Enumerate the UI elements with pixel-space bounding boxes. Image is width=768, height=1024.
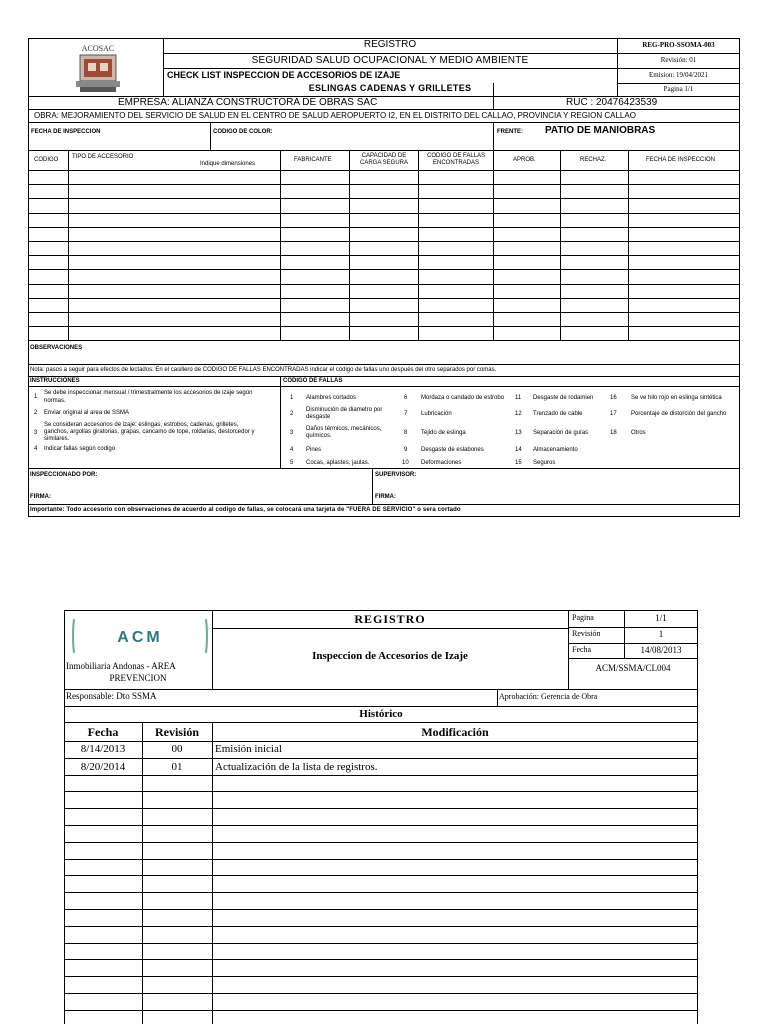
falla-text: químicos. (306, 433, 332, 439)
falla-text: Lubricación (421, 411, 452, 417)
col-revision-header: Revisión (154, 725, 199, 739)
falla-text: Alambres cortados (306, 395, 357, 401)
col-dimensiones: Indique dimensiones (200, 161, 256, 167)
instruccion-text: Indicar fallas según codigo (44, 446, 116, 452)
falla-number: 6 (404, 395, 408, 401)
fallas-label: CODIGO DE FALLAS (283, 378, 343, 384)
col-rechaz: RECHAZ. (580, 157, 607, 163)
observaciones-label: OBSERVACIONES (30, 345, 83, 351)
falla-number: 9 (404, 447, 408, 453)
nota-text: Nota: pasos a seguir para efectos de lectados. En el casillero de CODIGO DE FALLAS ENCONTRADAS indicar el código de fallas uno después del otro separados por comas. (30, 367, 497, 373)
falla-text: Desgaste de rodamien (533, 395, 594, 401)
history-row-revision: 00 (171, 743, 183, 755)
falla-text: Cocas, aplastes, jaulas. (306, 460, 370, 466)
revision-value: 1 (658, 629, 664, 639)
falla-number: 18 (610, 430, 617, 436)
falla-text: Tejido de eslinga (421, 430, 466, 436)
table-row-divider (28, 269, 740, 270)
falla-text: desgaste (306, 414, 331, 420)
col-codigo: CODIGO (34, 157, 59, 163)
falla-number: 11 (515, 395, 522, 401)
table-row-divider (28, 298, 740, 299)
instruccion-number: 1 (34, 394, 38, 400)
company-name-1: Inmobiliaria Andonas - AREA (66, 661, 176, 671)
instruccion-number: 3 (34, 430, 38, 436)
history-row-divider (64, 993, 698, 994)
table-row-divider (28, 340, 740, 341)
table-row-divider (28, 241, 740, 242)
falla-number: 12 (515, 411, 522, 417)
history-row-divider (64, 943, 698, 944)
svg-text:ACM: ACM (117, 629, 163, 646)
instruccion-text: Se debe inspeccionar mensual / trimestralmente los accesorios de izaje según (44, 390, 253, 396)
registro-title: REGISTRO (363, 39, 417, 50)
history-row-fecha: 8/14/2013 (80, 743, 126, 755)
falla-text: Porcentaje de distorción del gancho (631, 411, 727, 417)
historico-heading: Histórico (359, 708, 403, 720)
falla-text: Pines (306, 447, 322, 453)
col-fallas-2: ENCONTRADAS (432, 160, 479, 166)
codigo-color-label: CODIGO DE COLOR: (213, 129, 273, 135)
history-row-divider (64, 959, 698, 960)
falla-text: Daños térmicos, mecánicos, (306, 426, 382, 432)
history-row-divider (64, 926, 698, 927)
pagina-text: Pagina 1/1 (663, 85, 694, 93)
history-row-divider (64, 1010, 698, 1011)
col-fecha-header: Fecha (87, 725, 119, 739)
falla-text: Trenzado de cable (533, 411, 583, 417)
history-row-revision: 01 (171, 761, 183, 773)
falla-number: 3 (290, 430, 294, 436)
history-column-divider (212, 722, 213, 1024)
form-code: ACM/SSMA/CL004 (595, 663, 671, 673)
table-row-divider (28, 198, 740, 199)
history-row-modificacion: Emisión inicial (215, 743, 282, 755)
history-row-divider (64, 976, 698, 977)
falla-number: 7 (404, 411, 408, 417)
falla-text: Desgaste de eslabones (421, 447, 484, 453)
history-column-divider (142, 722, 143, 1024)
aprobacion-text: Aprobación: Gerencia de Obra (499, 692, 598, 701)
table-row-divider (28, 184, 740, 185)
seguridad-title: SEGURIDAD SALUD OCUPACIONAL Y MEDIO AMBIENTE (251, 55, 529, 66)
falla-number: 13 (515, 430, 522, 436)
emision-text: Emision: 19/04/2021 (649, 71, 708, 79)
instruccion-text: similares. (44, 436, 70, 442)
col-aprob: APROB. (513, 157, 536, 163)
table-row-divider (28, 255, 740, 256)
table-row-divider (28, 326, 740, 327)
falla-text: Seguros (533, 460, 556, 466)
responsable-text: Responsable: Dto SSMA (66, 691, 157, 701)
instruccion-text: ganchos, argollas giratorias, grapas, cancamo de tope, roldanas, destorcedor y (44, 429, 255, 435)
acm-logo-icon (70, 615, 210, 657)
falla-number: 5 (290, 460, 294, 466)
col-fallas-1: CODIGO DE FALLAS (426, 153, 486, 159)
registro-heading: REGISTRO (354, 612, 426, 626)
form-title: Inspeccion de Accesorios de Izaje (312, 650, 468, 662)
falla-number: 1 (290, 395, 294, 401)
history-row-divider (64, 909, 698, 910)
table-row-divider (28, 227, 740, 228)
obra-text: OBRA: MEJORAMIENTO DEL SERVICIO DE SALUD EN EL CENTRO DE SALUD AEROPUERTO I2, EN EL DISTRITO DEL CALLAO, PROVINCIA Y REGION CALLAO (34, 111, 636, 120)
supervisor-label: SUPERVISOR: (375, 472, 417, 478)
fecha-inspeccion-label: FECHA DE INSPECCION (31, 129, 101, 135)
instruccion-text: Se consideran accesorios de izaje: eslingas, estrobos, cadenas, grilletes, (44, 422, 239, 428)
col-tipo: TIPO DE ACCESORIO (72, 154, 134, 160)
col-modificacion-header: Modificación (421, 725, 489, 739)
table-row-divider (28, 312, 740, 313)
instruccion-text: Enviar original al area de SSMA (44, 410, 130, 416)
history-row-divider (64, 775, 698, 776)
falla-number: 4 (290, 447, 294, 453)
inspeccionado-label: INSPECCIONADO POR: (30, 472, 98, 478)
history-row-divider (64, 808, 698, 809)
col-fabricante: FABRICANTE (294, 157, 332, 163)
table-row-divider (28, 213, 740, 214)
falla-text: Mordaza o candado de estrobo (421, 395, 505, 401)
falla-text: Otros (631, 430, 646, 436)
empresa-text: EMPRESA: ALIANZA CONSTRUCTORA DE OBRAS SAC (118, 97, 378, 108)
history-row-divider (64, 825, 698, 826)
firma-supervisor-label: FIRMA: (375, 494, 396, 500)
instrucciones-label: INSTRUCCIONES (30, 378, 80, 384)
falla-number: 8 (404, 430, 408, 436)
eslingas-title: ESLINGAS CADENAS Y GRILLETES (308, 83, 472, 93)
falla-number: 17 (610, 411, 617, 417)
company-name-2: PREVENCION (109, 673, 167, 683)
revision-label: Revisión (572, 629, 601, 638)
history-row-modificacion: Actualización de la lista de registros. (215, 761, 378, 773)
falla-number: 2 (290, 411, 294, 417)
history-row-divider (64, 842, 698, 843)
history-row-divider (64, 892, 698, 893)
col-fecha: FECHA DE INSPECCION (646, 157, 716, 163)
importante-text: Importante: Todo accesorio con observaciones de acuerdo al codigo de fallas, se colocará una tarjeta de "FUERA DE SERVICIO" o sera cortado (30, 507, 461, 513)
acosac-logo-icon (66, 41, 130, 95)
acm-logo (70, 615, 210, 657)
falla-text: Se ve hilo rojo en eslinga sintética (631, 395, 722, 401)
falla-text: Almacenamiento (533, 447, 578, 453)
falla-number: 15 (515, 460, 522, 466)
falla-text: Separación de guías (533, 430, 589, 436)
firma-label: FIRMA: (30, 494, 51, 500)
frente-value: PATIO DE MANIOBRAS (545, 125, 656, 136)
svg-text:ACOSAC: ACOSAC (81, 44, 115, 53)
instruccion-text: normas. (44, 398, 66, 404)
acosac-logo (66, 41, 130, 95)
falla-text: Disminución de diametro por (306, 407, 383, 413)
fecha-value: 14/08/2013 (640, 645, 682, 655)
pagina-label: Pagina (572, 613, 594, 622)
falla-number: 10 (402, 460, 409, 466)
history-row-fecha: 8/20/2014 (80, 761, 126, 773)
table-row-divider (28, 284, 740, 285)
instruccion-number: 2 (34, 410, 38, 416)
history-row-divider (64, 758, 698, 759)
falla-text: Deformaciones (421, 460, 462, 466)
col-capacidad-2: CARGA SEGURA (359, 160, 408, 166)
instruccion-number: 4 (34, 446, 38, 452)
checklist-title: CHECK LIST INSPECCION DE ACCESORIOS DE IZAJE (167, 70, 401, 80)
falla-number: 14 (515, 447, 522, 453)
falla-number: 16 (610, 395, 617, 401)
fecha-label: Fecha (572, 645, 592, 654)
history-row-divider (64, 859, 698, 860)
revision-text: Revisión: 01 (660, 56, 697, 64)
document-code: REG-PRO-SSOMA-003 (642, 41, 715, 49)
ruc-text: RUC : 20476423539 (566, 97, 658, 108)
history-row-divider (64, 875, 698, 876)
col-capacidad-1: CAPACIDAD DE (361, 153, 407, 159)
history-row-divider (64, 791, 698, 792)
pagina-value: 1/1 (655, 613, 667, 623)
frente-label: FRENTE: (497, 129, 523, 135)
